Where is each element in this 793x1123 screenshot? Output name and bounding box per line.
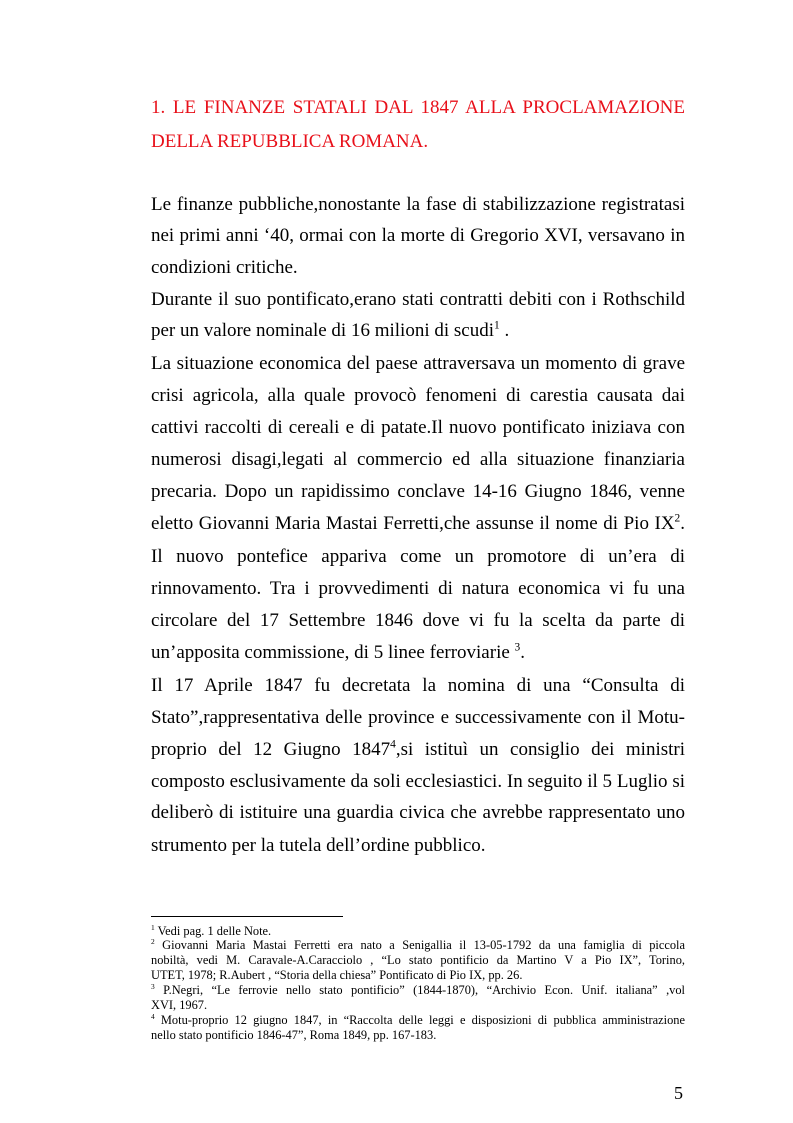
footnote-ref[interactable]: 4 [390,738,396,751]
body-line: Stato”,rappresentativa delle province e successivamente con il Motu- [151,707,685,728]
body-line: rinnovamento. Tra i provvedimenti di natura economica vi fu una [151,578,685,599]
footnote-number: 1 [151,922,155,932]
body-line: crisi agricola, alla quale provocò fenomeni di carestia causata dai [151,385,685,406]
footnote-ref[interactable]: 1 [494,319,500,332]
body-line: numerosi disagi,legati al commercio ed alla situazione finanziaria [151,449,685,470]
body-line: cattivi raccolti di cereali e di patate.Il nuovo pontificato iniziava con [151,417,685,438]
footnote-ref[interactable]: 2 [674,512,681,525]
footnote-line: XVI, 1967. [151,998,208,1012]
body-line: Il 17 Aprile 1847 fu decretata la nomina di una “Consulta di [151,675,685,696]
body-line: Durante il suo pontificato,erano stati contratti debiti con i Rothschild [151,289,685,310]
body-line: Il nuovo pontefice appariva come un promotore di un’era di [151,546,685,567]
body-line: composto esclusivamente da soli ecclesiastici. In seguito il 5 Luglio si [151,771,685,792]
chapter-heading-line-1: 1. LE FINANZE STATALI DAL 1847 ALLA PROCLAMAZIONE [151,97,685,118]
body-line: circolare del 17 Settembre 1846 dove vi fu la scelta da parte di [151,610,685,631]
footnote-line: $^1$ Vedi pag. 1 delle Note. [151,922,272,938]
body-line: un’apposita commissione, di 5 linee ferroviarie $^3$. [151,641,525,663]
body-line: nei primi anni ‘40, ormai con la morte di Gregorio XVI, versavano in [151,225,685,246]
footnote-number: 4 [151,1011,155,1021]
body-line: La situazione economica del paese attraversava un momento di grave [151,353,685,374]
footnote-line: nello stato pontificio 1846-47”, Roma 1849, pp. 167-183. [151,1028,437,1042]
footnote-number: 2 [151,936,155,946]
page-number: 5 [674,1083,683,1103]
body-line: precaria. Dopo un rapidissimo conclave 14-16 Giugno 1846, venne [151,481,685,502]
body-line: per un valore nominale di 16 milioni di scudi$^1$ . [151,319,510,341]
footnote-ref[interactable]: 3 [514,641,521,654]
body-line: strumento per la tutela dell’ordine pubblico. [151,835,486,856]
footnote-number: 3 [151,981,155,991]
footnote-separator [151,916,343,917]
footnote-line: $^4$ Motu-proprio 12 giugno 1847, in “Raccolta delle leggi e disposizioni di pubblica amministrazione [151,1011,685,1027]
footnote-line: UTET, 1978; R.Aubert , “Storia della chiesa” Pontificato di Pio IX, pp. 26. [151,968,523,982]
body-line: Le finanze pubbliche,nonostante la fase di stabilizzazione registratasi [151,194,685,215]
body-line: eletto Giovanni Maria Mastai Ferretti,che assunse il nome di Pio $IX^2$. [151,512,685,534]
body-line: deliberò di istituire una guardia civica che avrebbe rappresentato uno [151,802,685,823]
footnote-line: $^3$ P.Negri, “Le ferrovie nello stato pontificio” (1844-1870), “Archivio Econ. Unif. italiana” ,vol [151,981,685,997]
footnote-line: nobiltà, vedi M. Caravale-A.Caracciolo , “Lo stato pontificio da Martino V a Pio IX”, Torino, [151,953,685,967]
body-line: condizioni critiche. [151,257,298,278]
body-line: proprio del 12 Giugno 1847$^4$,si istituì un consiglio dei ministri [151,738,685,760]
chapter-heading-line-2: DELLA REPUBBLICA ROMANA. [151,131,429,152]
footnote-line: $^2$ Giovanni Maria Mastai Ferretti era nato a Senigallia il 13-05-1792 da una famiglia di piccola [151,936,685,952]
